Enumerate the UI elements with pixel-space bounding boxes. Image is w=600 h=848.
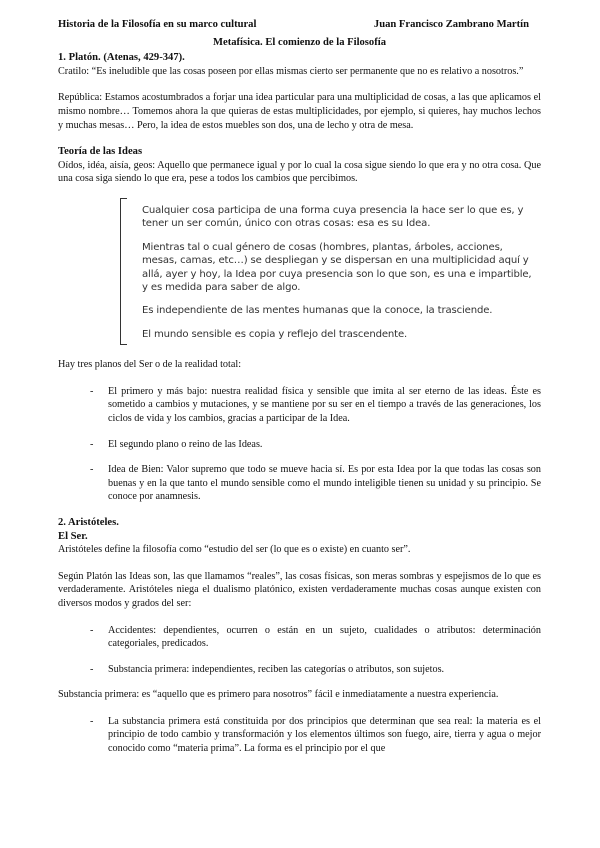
subheading-el-ser: El Ser. <box>58 530 88 542</box>
list-item: - La substancia primera está constituida por dos principios que determinan que sea real: la materia es el principio de todo cambio y transformación y los elementos últimos son fuego, aire, tierra y agua o mejor conocido como “materia prima”. La forma es el principio por el que <box>58 715 541 756</box>
course-title: Historia de la Filosofía en su marco cultural <box>58 19 257 30</box>
quote-paragraph: El mundo sensible es copia y reflejo del trascendente. <box>142 328 408 340</box>
ser-list <box>58 624 541 677</box>
document-title: Metafísica. El comienzo de la Filosofía <box>213 36 386 48</box>
document-page <box>58 18 541 768</box>
author-name: Juan Francisco Zambrano Martín <box>373 19 529 30</box>
list-item: - Accidentes: dependientes, ocurren o están en un sujeto, cualidades o atributos: determinación categoriales, predicados. <box>58 624 541 651</box>
page-header <box>58 18 541 32</box>
quote-box <box>120 198 535 345</box>
definition-paragraph: Aristóteles define la filosofía como “estudio del ser (lo que es o existe) en cuanto ser”. <box>58 544 411 556</box>
sustancia-list <box>58 715 541 756</box>
quote-paragraph: Cualquier cosa participa de una forma cuya presencia la hace ser lo que es, y tener un ser común, único con otras cosas: esa es su Idea. <box>142 204 524 230</box>
republica-paragraph: República: Estamos acostumbrados a forjar una idea particular para una multiplicidad de cosas, a las que aplicamos el mismo nombre… Tomemos ahora la que quieras de estas multiplicidades, por ejemplo, si quieres, hay muchos lechos y muchas mesas… Pero, la idea de estos muebles son dos, una de lecho y otra de mesa. <box>58 92 541 131</box>
quote-paragraph: Es independiente de las mentes humanas que la conoce, la trasciende. <box>142 305 493 317</box>
subheading-teoria-ideas: Teoría de las Ideas <box>58 146 143 158</box>
sustancia-paragraph: Substancia primera: es “aquello que es primero para nosotros” fácil e inmediatamente a nuestra experiencia. <box>58 689 499 701</box>
section-heading-aristoteles: 2. Aristóteles. <box>58 516 119 528</box>
planos-intro: Hay tres planos del Ser o de la realidad total: <box>58 359 242 371</box>
section-heading-platon: 1. Platón. (Atenas, 429-347). <box>58 52 185 64</box>
list-item: - El primero y más bajo: nuestra realidad física y sensible que imita al ser eterno de las ideas. Éste es sometido a cambios y mutaciones, y se mantiene por su ser en el tiempo a través de las generaciones, los ciclos de vida y los cambios, gracias a participar de la Idea. <box>58 385 541 426</box>
list-item: - Idea de Bien: Valor supremo que todo se mueve hacia sí. Es por esta Idea por la que todas las cosas son buenas y en la que tanto el mundo sensible como el mundo inteligible tienen su unidad y su principio. Se conoce por anamnesis. <box>58 463 541 504</box>
teoria-paragraph: Oídos, idéa, aisía, geos: Aquello que permanece igual y por lo cual la cosa sigue siendo lo que era y no otra cosa. Que una cosa siga siendo lo que era, pese a todos los cambios que percibimos. <box>58 159 541 185</box>
list-item: - Substancia primera: independientes, reciben las categorías o atributos, son sujetos. <box>58 663 541 677</box>
cratilo-paragraph: Cratilo: “Es ineludible que las cosas poseen por ellas mismas cierto ser permanente que no es relativo a nosotros.” <box>58 65 524 77</box>
quote-paragraph: Mientras tal o cual género de cosas (hombres, plantas, árboles, acciones, mesas, camas, etc…) se despliegan y se dispersan en una multiplicidad aquí y allá, ayer y hoy, la Idea por cuya presencia son lo que son, es una e impartible, y es medida para saber de algo. <box>142 241 532 293</box>
platon-paragraph: Según Platón las Ideas son, las que llamamos “reales”, las cosas físicas, son meras sombras y espejismos de lo que es verdaderamente. Aristóteles niega el dualismo platónico, existen verdaderamente muchas cosas aunque existen con diversos modos y grados del ser: <box>58 570 541 609</box>
planos-list <box>58 385 541 504</box>
list-item: - El segundo plano o reino de las Ideas. <box>58 438 541 452</box>
